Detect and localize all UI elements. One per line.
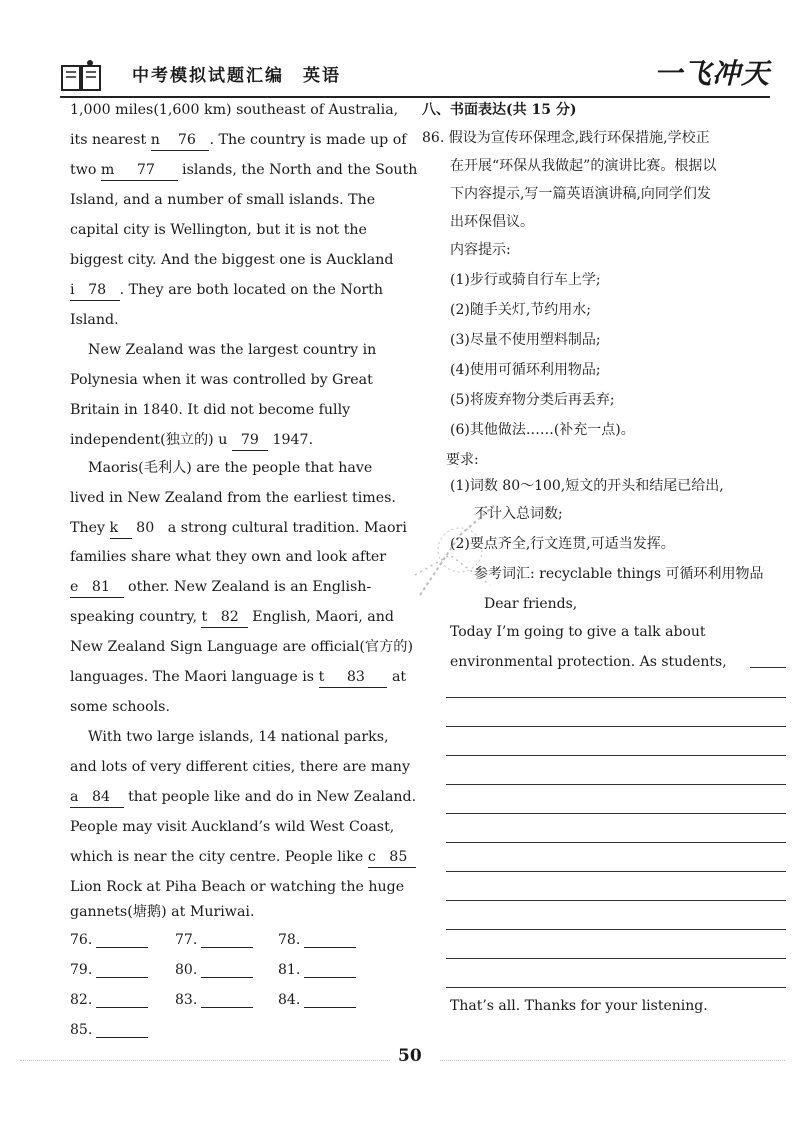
cloze-blank[interactable]: a 84 <box>70 787 124 808</box>
passage-text: People may visit Auckland’s wild West Coast, <box>70 819 395 835</box>
passage-text: at <box>387 669 407 685</box>
writing-line[interactable] <box>750 667 786 668</box>
answer-label: 84. <box>278 992 301 1008</box>
passage-line <box>70 667 410 688</box>
answer-slot[interactable] <box>175 932 253 948</box>
cloze-blank[interactable]: 79 <box>232 430 268 451</box>
passage-text: families share what they own and look after <box>70 549 387 565</box>
writing-line[interactable] <box>446 987 786 988</box>
hint-item: (3)尽量不使用塑料制品; <box>450 332 601 348</box>
passage-text: They <box>70 520 110 536</box>
answer-underline[interactable] <box>201 933 253 948</box>
cloze-blank[interactable]: c 85 <box>368 847 417 868</box>
writing-line[interactable] <box>446 871 786 872</box>
passage-line <box>70 100 410 120</box>
answer-slot[interactable] <box>278 932 356 948</box>
hint-item: (2)随手关灯,节约用水; <box>450 302 591 318</box>
answer-slot[interactable] <box>70 932 148 948</box>
passage-text: independent(独立的) u <box>70 432 232 448</box>
passage-text: languages. The Maori language is <box>70 669 319 685</box>
passage-text: and lots of very different cities, there are many <box>70 759 410 775</box>
page-number: 50 <box>398 1046 422 1066</box>
hint-item: (4)使用可循环利用物品; <box>450 362 601 378</box>
passage-line <box>70 430 410 451</box>
footer-rule-left <box>20 1060 390 1061</box>
passage-text: . They are both located on the North <box>119 282 383 298</box>
answer-label: 76. <box>70 932 93 948</box>
answer-underline[interactable] <box>201 993 253 1008</box>
passage-line <box>70 847 417 868</box>
requirements-title: 要求: <box>446 452 479 468</box>
passage-line <box>70 160 418 181</box>
answer-slot[interactable] <box>278 962 356 978</box>
opening-line: Today I’m going to give a talk about <box>450 624 706 640</box>
answer-underline[interactable] <box>96 1023 148 1038</box>
passage-text: two <box>70 162 101 178</box>
passage-text: lived in New Zealand from the earliest times. <box>70 490 396 506</box>
writing-line[interactable] <box>446 958 786 959</box>
writing-line[interactable] <box>446 697 786 698</box>
answer-slot[interactable] <box>70 1022 148 1038</box>
cloze-blank[interactable]: m 77 <box>101 160 178 181</box>
passage-line <box>70 547 410 567</box>
prompt-line: 86. 假设为宣传环保理念,践行环保措施,学校正 <box>422 130 710 146</box>
answer-slot[interactable] <box>278 992 356 1008</box>
writing-line[interactable] <box>446 755 786 756</box>
passage-text: other. New Zealand is an English- <box>123 579 372 595</box>
answer-slot[interactable] <box>70 962 148 978</box>
passage-line <box>70 340 410 360</box>
passage-line <box>70 757 410 777</box>
passage-text: Island. <box>70 312 119 328</box>
greeting: Dear friends, <box>484 596 578 612</box>
passage-text: 80 a strong cultural tradition. Maori <box>131 520 407 536</box>
answer-slot[interactable] <box>70 992 148 1008</box>
hint-item: (1)步行或骑自行车上学; <box>450 272 601 288</box>
header-title: 中考模拟试题汇编 英语 <box>132 66 341 86</box>
vocab-hint: 参考词汇: recyclable things 可循环利用物品 <box>474 566 764 582</box>
answer-label: 82. <box>70 992 93 1008</box>
passage-text: New Zealand Sign Language are official(官方的) <box>70 639 413 655</box>
prompt-line: 在开展“环保从我做起”的演讲比赛。根据以 <box>450 158 717 174</box>
passage-text: which is near the city centre. People like <box>70 849 368 865</box>
passage-line <box>70 877 410 897</box>
closing-line: That’s all. Thanks for your listening. <box>450 998 708 1014</box>
passage-text: Island, and a number of small islands. The <box>70 192 376 208</box>
passage-text: biggest city. And the biggest one is Auckland <box>70 252 394 268</box>
requirement-item: (2)要点齐全,行文连贯,可适当发挥。 <box>450 536 675 552</box>
answer-underline[interactable] <box>304 993 356 1008</box>
writing-line[interactable] <box>446 726 786 727</box>
passage-text: Polynesia when it was controlled by Great <box>70 372 373 388</box>
hint-item: (5)将废弃物分类后再丢弃; <box>450 392 615 408</box>
passage-text: that people like and do in New Zealand. <box>123 789 417 805</box>
passage-line <box>70 130 410 151</box>
passage-text: speaking country, <box>70 609 202 625</box>
passage-line <box>70 458 410 478</box>
writing-line[interactable] <box>446 842 786 843</box>
answer-label: 83. <box>175 992 198 1008</box>
passage-line <box>70 220 410 240</box>
answer-label: 81. <box>278 962 301 978</box>
passage-line <box>70 607 410 628</box>
header-brand: 一飞冲天 <box>653 57 770 90</box>
passage-line <box>70 488 410 508</box>
cloze-blank[interactable]: k <box>110 518 132 539</box>
passage-text: capital city is Wellington, but it is not the <box>70 222 367 238</box>
passage-line <box>70 518 410 539</box>
passage-line <box>70 250 410 270</box>
answer-underline[interactable] <box>304 963 356 978</box>
cloze-blank[interactable]: t 82 <box>201 607 247 628</box>
passage-text: 1,000 miles(1,600 km) southeast of Australia, <box>70 102 399 118</box>
passage-line <box>70 400 410 420</box>
passage-text: gannets(塘鹅) at Muriwai. <box>70 904 255 920</box>
passage-line <box>70 370 410 390</box>
watermark-stamp-icon <box>400 495 510 610</box>
writing-line[interactable] <box>446 929 786 930</box>
writing-line[interactable] <box>446 784 786 785</box>
passage-line <box>70 727 410 747</box>
answer-slot[interactable] <box>175 992 253 1008</box>
answer-label: 77. <box>175 932 198 948</box>
passage-line <box>70 902 410 922</box>
cloze-blank[interactable]: n 76 <box>151 130 210 151</box>
passage-text: With two large islands, 14 national parks, <box>70 729 389 745</box>
passage-text: English, Maori, and <box>247 609 394 625</box>
passage-text: some schools. <box>70 699 170 715</box>
passage-line <box>70 787 417 808</box>
book-logo-icon <box>60 58 106 94</box>
answer-underline[interactable] <box>96 933 148 948</box>
header-rule <box>60 96 770 98</box>
passage-line <box>70 280 410 301</box>
writing-line[interactable] <box>446 900 786 901</box>
answer-label: 85. <box>70 1022 93 1038</box>
answer-underline[interactable] <box>304 933 356 948</box>
hint-item: (6)其他做法……(补充一点)。 <box>450 422 635 438</box>
answer-underline[interactable] <box>96 993 148 1008</box>
prompt-line: 下内容提示,写一篇英语演讲稿,向同学们发 <box>450 186 711 202</box>
answer-label: 80. <box>175 962 198 978</box>
passage-text: Lion Rock at Piha Beach or watching the huge <box>70 879 405 895</box>
answer-label: 79. <box>70 962 93 978</box>
passage-line <box>70 310 410 330</box>
passage-line <box>70 190 410 210</box>
passage-line <box>70 637 413 657</box>
hints-title: 内容提示: <box>450 242 511 258</box>
passage-line <box>70 697 410 717</box>
page-header <box>60 52 770 98</box>
answer-slot[interactable] <box>175 962 253 978</box>
cloze-blank[interactable]: i 78 <box>70 280 120 301</box>
requirement-item: 不计入总词数; <box>474 506 563 522</box>
writing-line[interactable] <box>446 813 786 814</box>
passage-line <box>70 577 410 598</box>
cloze-blank[interactable]: e 81 <box>70 577 124 598</box>
passage-text: New Zealand was the largest country in <box>70 342 377 358</box>
answer-underline[interactable] <box>201 963 253 978</box>
answer-label: 78. <box>278 932 301 948</box>
passage-text: Maoris(毛利人) are the people that have <box>70 460 373 476</box>
requirement-item: (1)词数 80～100,短文的开头和结尾已给出, <box>450 478 724 494</box>
footer-rule-right <box>440 1060 785 1061</box>
prompt-line: 出环保倡议。 <box>450 214 534 230</box>
passage-text: islands, the North and the South <box>177 162 418 178</box>
passage-text: its nearest <box>70 132 151 148</box>
passage-line <box>70 817 410 837</box>
cloze-blank[interactable]: t 83 <box>319 667 388 688</box>
section-title: 八、书面表达(共 15 分) <box>422 102 577 118</box>
passage-text: . The country is made up of <box>209 132 407 148</box>
passage-text: Britain in 1840. It did not become fully <box>70 402 351 418</box>
answer-underline[interactable] <box>96 963 148 978</box>
passage-text: 1947. <box>267 432 314 448</box>
opening-line: environmental protection. As students, <box>450 654 727 670</box>
